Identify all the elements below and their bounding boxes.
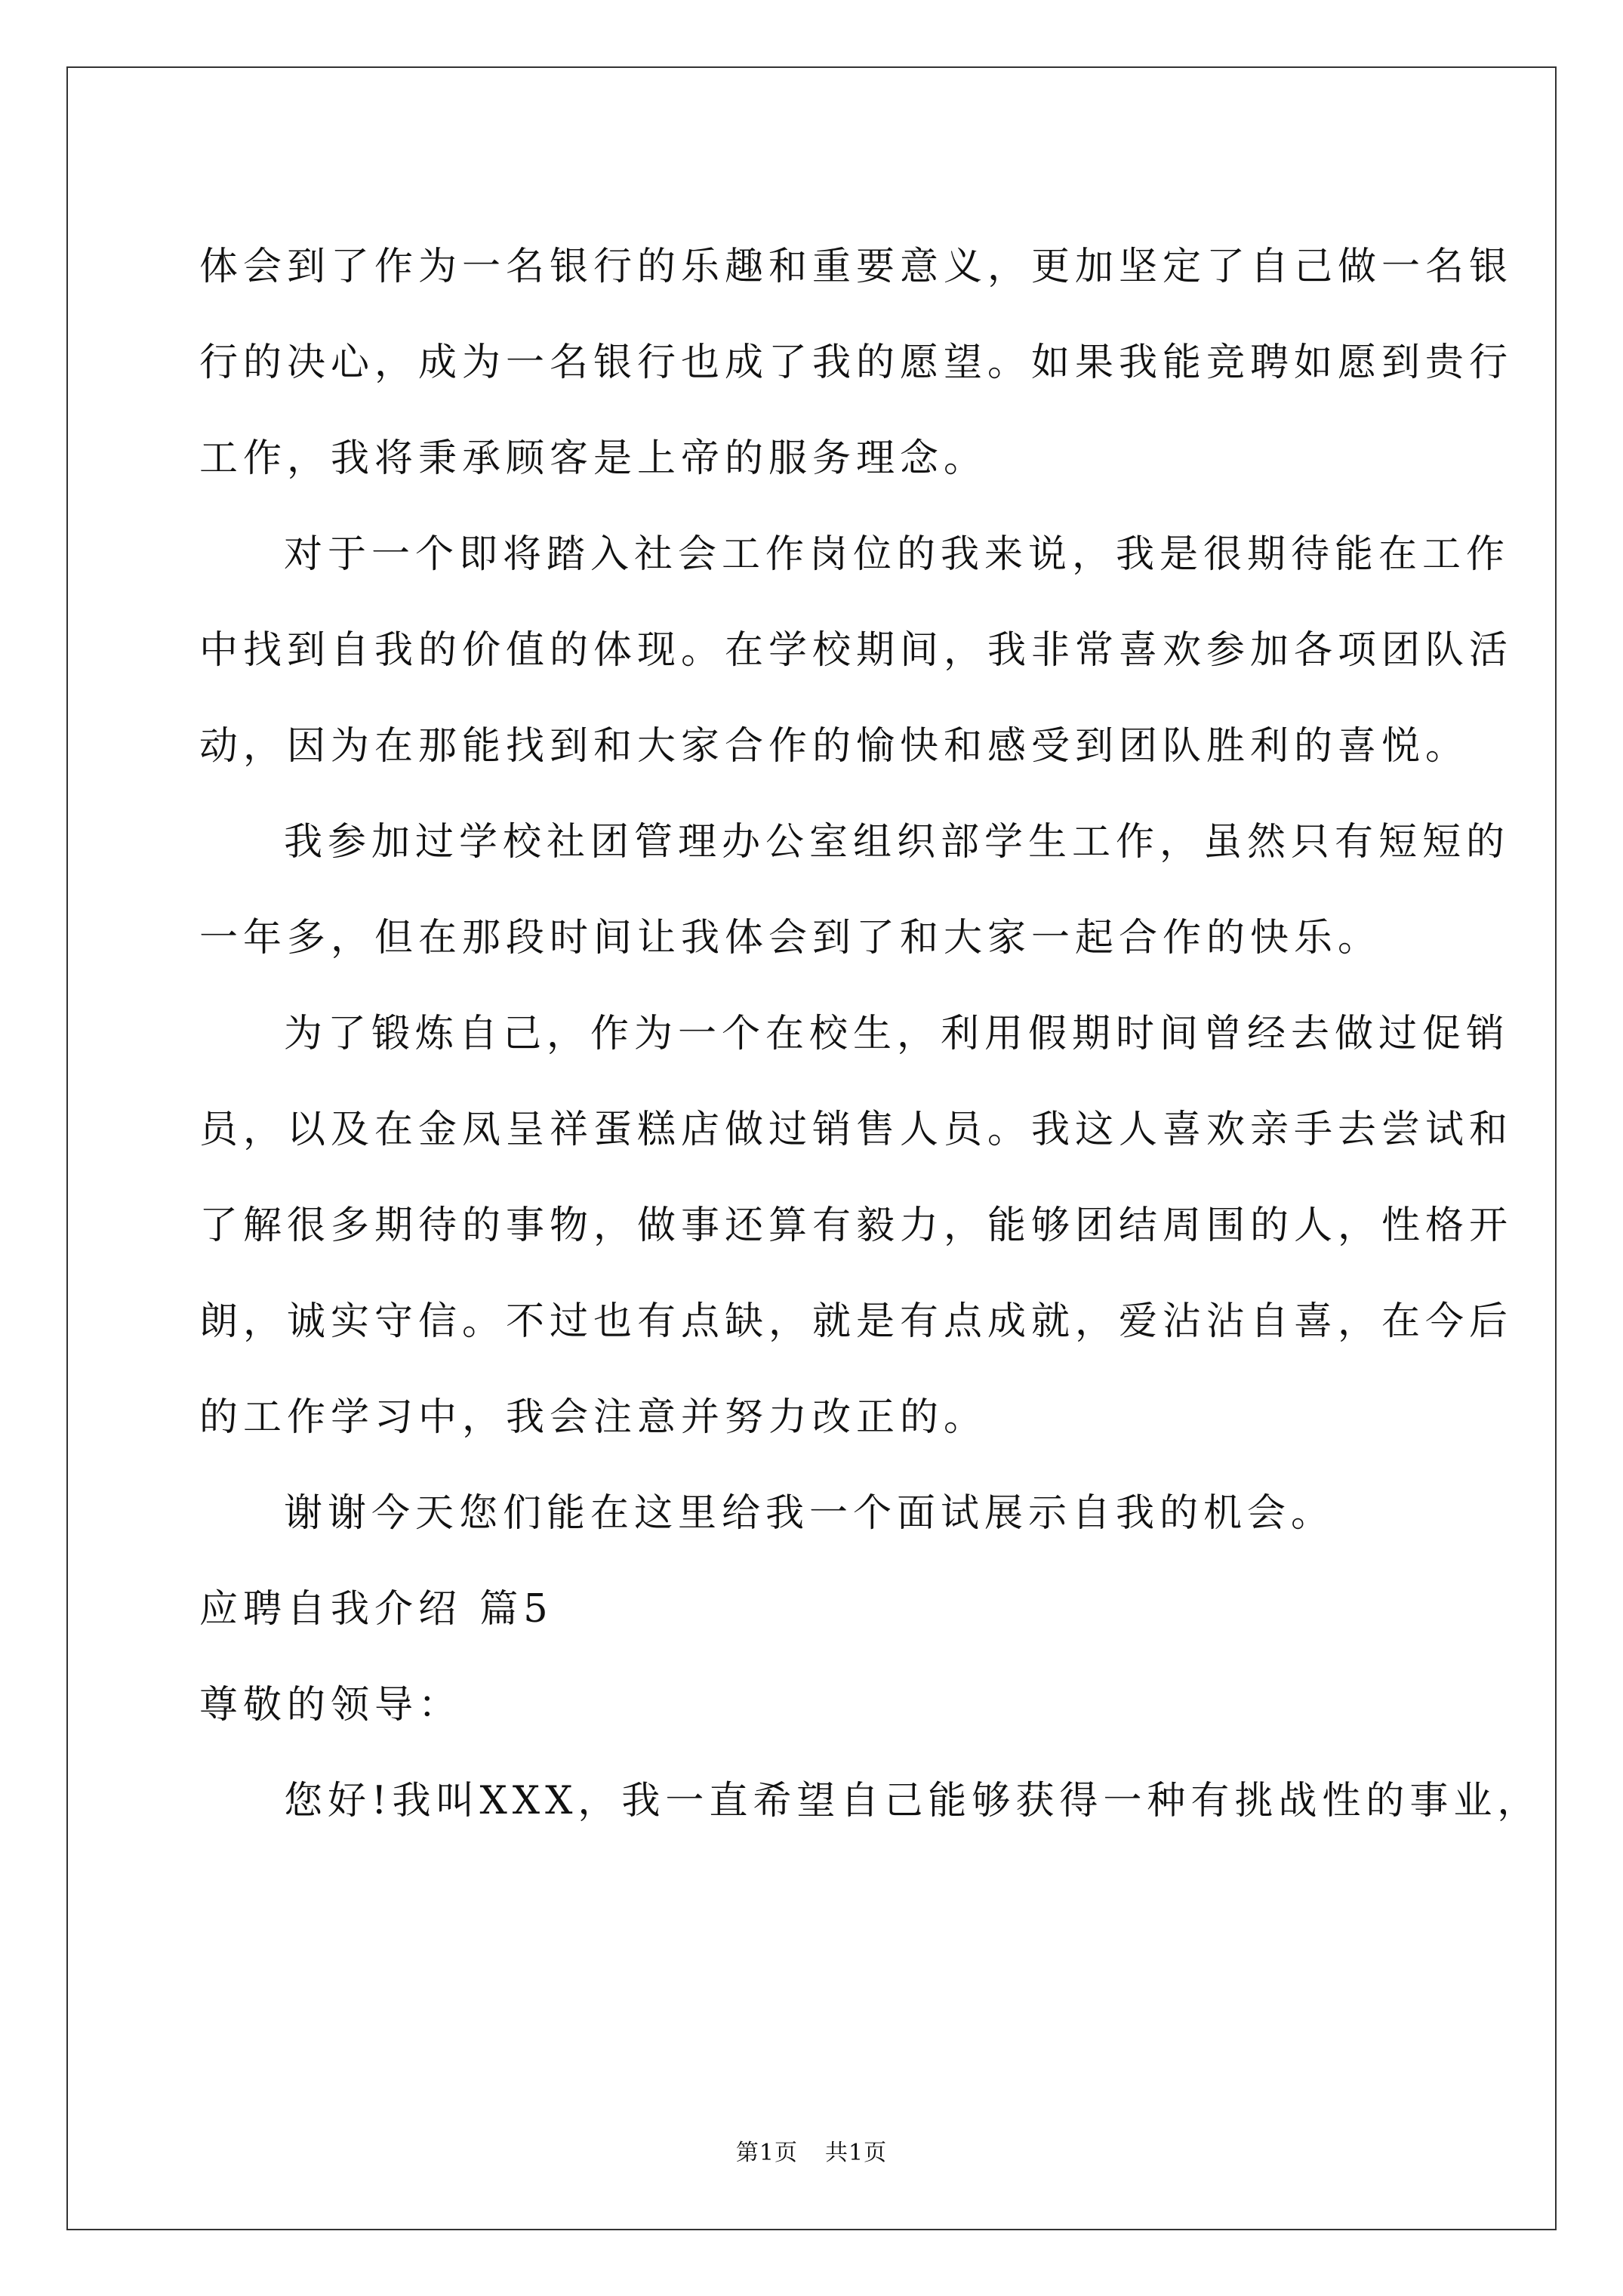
text-line: 体会到了作为一名银行的乐趣和重要意义，更加坚定了自己做一名银 bbox=[199, 245, 1514, 289]
paragraph-start-line: 我参加过学校社团管理办公室组织部学生工作，虽然只有短短的 bbox=[284, 820, 1511, 864]
page-total: 共1页 bbox=[825, 2140, 888, 2166]
text-line: 动，因为在那能找到和大家合作的愉快和感受到团队胜利的喜悦。 bbox=[199, 724, 1470, 769]
text-line: 工作，我将秉承顾客是上帝的服务理念。 bbox=[199, 436, 988, 481]
text-line: 一年多，但在那段时间让我体会到了和大家一起合作的快乐。 bbox=[199, 916, 1382, 960]
paragraph-start-line: 为了锻炼自己，作为一个在校生，利用假期时间曾经去做过促销 bbox=[284, 1012, 1511, 1056]
page-footer bbox=[0, 2134, 1623, 2167]
text-line: 中找到自我的价值的体现。在学校期间，我非常喜欢参加各项团队活 bbox=[199, 628, 1514, 673]
section-heading: 应聘自我介绍 篇5 bbox=[199, 1587, 553, 1632]
document-body bbox=[199, 219, 1541, 1849]
text-line: 员，以及在金凤呈祥蛋糕店做过销售人员。我这人喜欢亲手去尝试和 bbox=[199, 1108, 1514, 1152]
text-line: 朗，诚实守信。不过也有点缺，就是有点成就，爱沾沾自喜，在今后 bbox=[199, 1299, 1514, 1344]
paragraph-start-line: 对于一个即将踏入社会工作岗位的我来说，我是很期待能在工作 bbox=[284, 532, 1511, 577]
page-number: 第1页 bbox=[735, 2140, 798, 2166]
paragraph-start-line: 谢谢今天您们能在这里给我一个面试展示自我的机会。 bbox=[284, 1491, 1335, 1536]
text-line: 的工作学习中，我会注意并努力改正的。 bbox=[199, 1395, 988, 1440]
text-line: 了解很多期待的事物，做事还算有毅力，能够团结周围的人，性格开 bbox=[199, 1203, 1514, 1248]
salutation: 尊敬的领导： bbox=[199, 1683, 463, 1727]
paragraph-start-line: 您好!我叫XXX，我一直希望自己能够获得一种有挑战性的事业， bbox=[284, 1779, 1541, 1823]
text-line: 行的决心，成为一名银行也成了我的愿望。如果我能竞聘如愿到贵行 bbox=[199, 341, 1514, 385]
